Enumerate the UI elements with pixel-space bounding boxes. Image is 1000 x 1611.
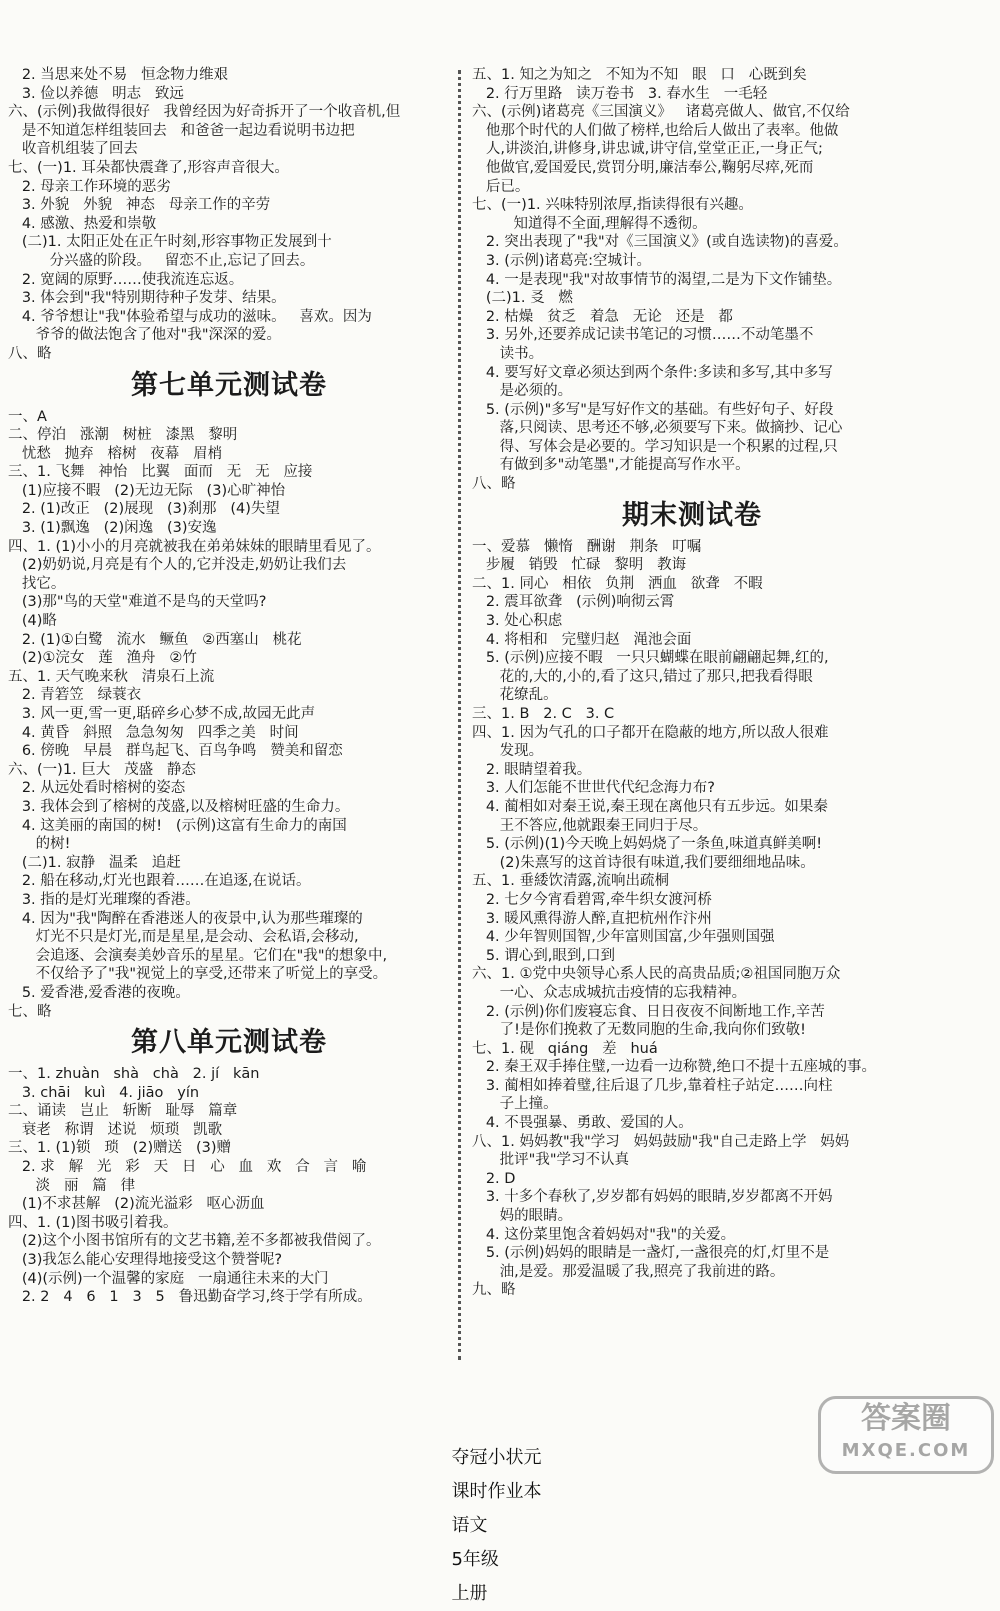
answer-line: (二)1. 寂静 温柔 追赶 <box>8 854 181 871</box>
answer-line: 4. 将相和 完璧归赵 渑池会面 <box>472 631 692 648</box>
answer-line: 二、停泊 涨潮 树桩 漆黑 黎明 <box>8 427 238 444</box>
answer-line: (3)我怎么能心安理得地接受这个赞誉呢? <box>8 1252 283 1269</box>
answer-line: 一、A <box>8 408 47 425</box>
answer-line: 三、1. B 2. C 3. C <box>472 706 615 722</box>
answer-line: (二)1. 太阳正处在正午时刻,形容事物正发展到十 <box>8 234 332 251</box>
answer-line: 2. 求 解 光 彩 天 日 心 血 欢 合 言 喻 <box>8 1159 367 1176</box>
answer-line: 分兴盛的阶段。 留恋不止,忘记了回去。 <box>8 252 315 269</box>
answer-line: 4. 蔺相如对秦王说,秦王现在离他只有五步远。如果秦 <box>472 798 828 815</box>
answer-line: 3. 体会到"我"特别期待种子发芽、结果。 <box>8 290 286 307</box>
answer-line: 4. 这份菜里饱含着妈妈对"我"的关爱。 <box>472 1226 736 1243</box>
answer-line: 了!是你们挽救了无数同胞的生命,我向你们致敬! <box>472 1022 806 1039</box>
answer-line: 他做官,爱国爱民,赏罚分明,廉洁奉公,鞠躬尽瘁,死而 <box>472 159 814 176</box>
answer-line: 4. 少年智则国智,少年富则国富,少年强则国强 <box>472 929 775 946</box>
answer-line: 5. 爱香港,爱香港的夜晚。 <box>8 984 190 1001</box>
answer-line: 人,讲淡泊,讲修身,讲忠诚,讲守信,堂堂正正,一身正气; <box>472 141 823 158</box>
answer-line: 六、(示例)我做得很好 我曾经因为好奇拆开了一个收音机,但 <box>8 104 401 121</box>
answer-line: 得、写体会是必要的。学习知识是一个积累的过程,只 <box>472 438 838 455</box>
answer-line: 读书。 <box>472 345 544 362</box>
answer-line: 3. 人们怎能不世世代代纪念海力布? <box>472 780 715 797</box>
answer-line: 5. (示例)(1)今天晚上妈妈烧了一条鱼,味道真鲜美啊! <box>472 836 823 853</box>
answer-line: 四、1. 因为气孔的口子都开在隐蔽的地方,所以敌人很难 <box>472 724 829 741</box>
answer-line: 2. 当思来处不易 恒念物力维艰 <box>8 67 229 83</box>
answer-line: 是必须的。 <box>472 383 573 400</box>
answer-line: 七、1. 砚 qiáng 差 huá <box>472 1040 658 1057</box>
answer-line: 后已。 <box>472 178 530 195</box>
answer-line: 3. 另外,还要养成记读书笔记的习惯……不动笔墨不 <box>472 327 814 344</box>
answer-line: 三、1. (1)锁 琐 (2)赠送 (3)赠 <box>8 1140 232 1157</box>
answer-line: 七、(一)1. 兴味特别浓厚,指读得很有兴趣。 <box>472 197 753 214</box>
answer-line: 爷爷的做法饱含了他对"我"深深的爱。 <box>8 327 281 344</box>
answer-line: (二)1. 㕛 燃 <box>472 290 573 307</box>
answer-line: 3. 俭以养德 明志 致远 <box>8 85 184 102</box>
answer-line: 4. 感激、热爱和崇敬 <box>8 215 157 232</box>
answer-line: 5. 谓心到,眼到,口到 <box>472 947 615 964</box>
answer-line: 淡 丽 篇 律 <box>8 1177 136 1194</box>
answer-line: 一、1. zhuàn shà chà 2. jí kān <box>8 1066 260 1083</box>
answer-line: 2. 母亲工作环境的恶劣 <box>8 178 171 195</box>
footer-series: 课时作业本 <box>451 1481 542 1502</box>
answer-line: 3. chāi kuì 4. jiāo yín <box>8 1084 200 1101</box>
answer-line: 3. 十多个春秋了,岁岁都有妈妈的眼睛,岁岁都离不开妈 <box>472 1189 833 1206</box>
answer-line: 他那个时代的人们做了榜样,也给后人做出了表率。他做 <box>472 122 839 139</box>
answer-line: 3. (示例)诸葛亮:空城计。 <box>472 252 651 269</box>
answer-line: 2. 从远处看时榕树的姿态 <box>8 780 186 797</box>
answer-line: 3. 我体会到了榕树的茂盛,以及榕树旺盛的生命力。 <box>8 798 350 815</box>
answer-line: 妈的眼睛。 <box>472 1208 573 1225</box>
answer-line: 5. (示例)"多写"是写好作文的基础。有些好句子、好段 <box>472 401 834 418</box>
answer-line: 有做到多"动笔墨",才能提高写作水平。 <box>472 457 750 474</box>
answer-line: 2. 秦王双手捧住璧,一边看一边称赞,绝口不提十五座城的事。 <box>472 1059 876 1076</box>
right-column <box>472 66 912 1300</box>
answer-line: 六、(示例)诸葛亮《三国演义》 诸葛亮做人、做官,不仅给 <box>472 104 850 121</box>
answer-line: (3)那"鸟的天堂"难道不是鸟的天堂吗? <box>8 594 267 611</box>
watermark-logo <box>818 1396 994 1474</box>
answer-line: 3. 处心积虑 <box>472 613 563 630</box>
answer-line: 忧愁 抛弃 榕树 夜幕 眉梢 <box>8 445 223 462</box>
answer-line: 2. (示例)你们废寝忘食、日日夜夜不间断地工作,辛苦 <box>472 1003 825 1020</box>
answer-line: 3. 指的是灯光璀璨的香港。 <box>8 891 200 908</box>
answer-line: 灯光不只是灯光,而是星星,是会动、会私语,会移动, <box>8 929 359 946</box>
answer-line: 王不答应,他就跟秦王同归于尽。 <box>472 817 708 834</box>
answer-line: 4. 一是表现"我"对故事情节的渴望,二是为下文作铺垫。 <box>472 271 842 288</box>
answer-line: 2. (1)改正 (2)展现 (3)刹那 (4)失望 <box>8 501 280 518</box>
answer-line: 收音机组装了回去 <box>8 141 138 158</box>
answer-line: 3. (1)飘逸 (2)闲逸 (3)安逸 <box>8 520 217 537</box>
answer-line: 2. 船在移动,灯光也跟着……在追逐,在说话。 <box>8 873 311 890</box>
answer-line: 一、爱慕 懒惰 酬谢 荆条 叮嘱 <box>472 538 702 555</box>
answer-line: 五、1. 知之为知之 不知为不知 眼 口 心既到矣 <box>472 67 807 83</box>
answer-line: 五、1. 垂緌饮清露,流响出疏桐 <box>472 873 670 890</box>
answer-line: (1)不求甚解 (2)流光溢彩 呕心沥血 <box>8 1196 265 1213</box>
answer-line: 八、1. 妈妈教"我"学习 妈妈鼓励"我"自己走路上学 妈妈 <box>472 1133 850 1150</box>
answer-line: 3. 风一更,雪一更,聒碎乡心梦不成,故园无此声 <box>8 706 316 722</box>
answer-line: 子上撞。 <box>472 1096 558 1113</box>
answer-line: 批评"我"学习不认真 <box>472 1152 629 1169</box>
answer-line: 六、(一)1. 巨大 茂盛 静态 <box>8 761 196 778</box>
section-title: 第八单元测试卷 <box>131 1027 327 1059</box>
answer-line: 3. 外貌 外貌 神态 母亲工作的辛劳 <box>8 197 271 214</box>
answer-line: 6. 傍晚 早晨 群鸟起飞、百鸟争鸣 赞美和留恋 <box>8 743 343 760</box>
column-divider <box>458 70 461 1360</box>
answer-line: 5. (示例)妈妈的眼睛是一盏灯,一盏很亮的灯,灯里不是 <box>472 1245 830 1262</box>
answer-line: 不仅给予了"我"视觉上的享受,还带来了听觉上的享受。 <box>8 966 388 983</box>
footer-brand: 夺冠小状元 <box>451 1447 542 1468</box>
footer-grade: 5年级 <box>451 1549 499 1570</box>
answer-line: 八、略 <box>8 345 52 362</box>
answer-line: (2)朱熹写的这首诗很有味道,我们要细细地品味。 <box>472 854 815 871</box>
answer-line: 会追逐、会演奏美妙音乐的星星。它们在"我"的想象中, <box>8 947 388 964</box>
answer-line: 找它。 <box>8 575 66 592</box>
answer-line: 2. 枯燥 贫乏 着急 无论 还是 都 <box>472 308 733 325</box>
answer-line: 是不知道怎样组装回去 和爸爸一起边看说明书边把 <box>8 122 355 139</box>
answer-line: 步履 销毁 忙碌 黎明 教诲 <box>472 557 687 574</box>
answer-line: 4. 黄昏 斜照 急急匆匆 四季之美 时间 <box>8 724 299 741</box>
answer-line: 4. 爷爷想让"我"体验希望与成功的滋味。 喜欢。因为 <box>8 308 372 325</box>
answer-line: (2)①浣女 莲 渔舟 ②竹 <box>8 650 197 667</box>
answer-line: 八、略 <box>472 476 516 493</box>
answer-line: 4. 不畏强暴、勇敢、爱国的人。 <box>472 1115 693 1132</box>
answer-line: 4. 这美丽的南国的树! (示例)这富有生命力的南国 <box>8 817 347 834</box>
footer-term: 上册 <box>451 1583 488 1604</box>
answer-line: 的树! <box>8 836 71 853</box>
answer-line: (2)这个小图书馆所有的文艺书籍,差不多都被我借阅了。 <box>8 1233 381 1250</box>
answer-line: (2)奶奶说,月亮是有个人的,它并没走,奶奶让我们去 <box>8 557 347 574</box>
left-column <box>8 66 450 1307</box>
watermark-url: MXQE.COM <box>841 1440 971 1461</box>
answer-line: 2. 七夕今宵看碧霄,牵牛织女渡河桥 <box>472 891 712 908</box>
answer-line: 九、略 <box>472 1282 516 1299</box>
answer-line: 发现。 <box>472 743 544 760</box>
answer-line: 四、1. (1)图书吸引着我。 <box>8 1214 178 1231</box>
answer-line: 2. 宽阔的原野……使我流连忘返。 <box>8 271 244 288</box>
answer-line: 六、1. ①党中央领导心系人民的高贵品质;②祖国同胞万众 <box>472 966 841 983</box>
answer-line: 2. D <box>472 1170 516 1187</box>
answer-line: 衰老 称谓 述说 烦琐 凯歌 <box>8 1121 223 1138</box>
answer-line: 2. 突出表现了"我"对《三国演义》(或自选读物)的喜爱。 <box>472 234 848 251</box>
section-title: 第七单元测试卷 <box>131 369 327 401</box>
answer-line: 2. 眼睛望着我。 <box>472 761 592 778</box>
answer-line: 4. 要写好文章必须达到两个条件:多读和多写,其中多写 <box>472 364 833 381</box>
answer-line: 4. 因为"我"陶醉在香港迷人的夜景中,认为那些璀璨的 <box>8 910 363 927</box>
answer-line: 二、1. 同心 相依 负荆 洒血 欲聋 不暇 <box>472 575 763 592</box>
answer-line: 5. (示例)应接不暇 一只只蝴蝶在眼前翩翩起舞,红的, <box>472 650 829 667</box>
answer-line: 花的,大的,小的,看了这只,错过了那只,把我看得眼 <box>472 668 813 685</box>
watermark-text: 答案圈 <box>861 1401 951 1436</box>
answer-line: 七、略 <box>8 1003 52 1020</box>
answer-line: 2. 青箬笠 绿蓑衣 <box>8 687 142 704</box>
answer-line: 二、诵读 岂止 斩断 耻辱 篇章 <box>8 1103 238 1120</box>
answer-line: 2. (1)①白鹭 流水 鳜鱼 ②西塞山 桃花 <box>8 631 302 648</box>
answer-line: 四、1. (1)小小的月亮就被我在弟弟妹妹的眼睛里看见了。 <box>8 538 381 555</box>
answer-line: 花缭乱。 <box>472 687 558 704</box>
answer-line: 2. 行万里路 读万卷书 3. 春水生 一毛轻 <box>472 85 768 102</box>
section-title: 期末测试卷 <box>622 499 762 531</box>
answer-line: 油,是爱。那爱温暖了我,照亮了我前进的路。 <box>472 1263 785 1280</box>
answer-line: 3. 蔺相如捧着璧,往后退了几步,靠着柱子站定……向柱 <box>472 1077 833 1094</box>
footer-subject: 语文 <box>451 1515 488 1536</box>
answer-line: 2. 震耳欲聋 (示例)响彻云霄 <box>472 594 675 611</box>
answer-line: (1)应接不暇 (2)无边无际 (3)心旷神怡 <box>8 482 286 499</box>
answer-line: 2. 2 4 6 1 3 5 鲁迅勤奋学习,终于学有所成。 <box>8 1289 372 1306</box>
answer-line: 五、1. 天气晚来秋 清泉石上流 <box>8 668 215 685</box>
answer-line: (4)略 <box>8 613 57 630</box>
answer-line: 三、1. 飞舞 神怡 比翼 面而 无 无 应接 <box>8 464 313 481</box>
answer-line: 一心、众志成城抗击疫情的忘我精神。 <box>472 984 747 1001</box>
answer-line: (4)(示例)一个温馨的家庭 一扇通往未来的大门 <box>8 1270 329 1287</box>
answer-line: 七、(一)1. 耳朵都快震聋了,形容声音很大。 <box>8 159 289 176</box>
answer-line: 落,只阅读、思考还不够,必须要写下来。做摘抄、记心 <box>472 420 843 437</box>
answer-line: 3. 暖风熏得游人醉,直把杭州作汴州 <box>472 910 712 927</box>
answer-line: 知道得不全面,理解得不透彻。 <box>472 215 707 232</box>
